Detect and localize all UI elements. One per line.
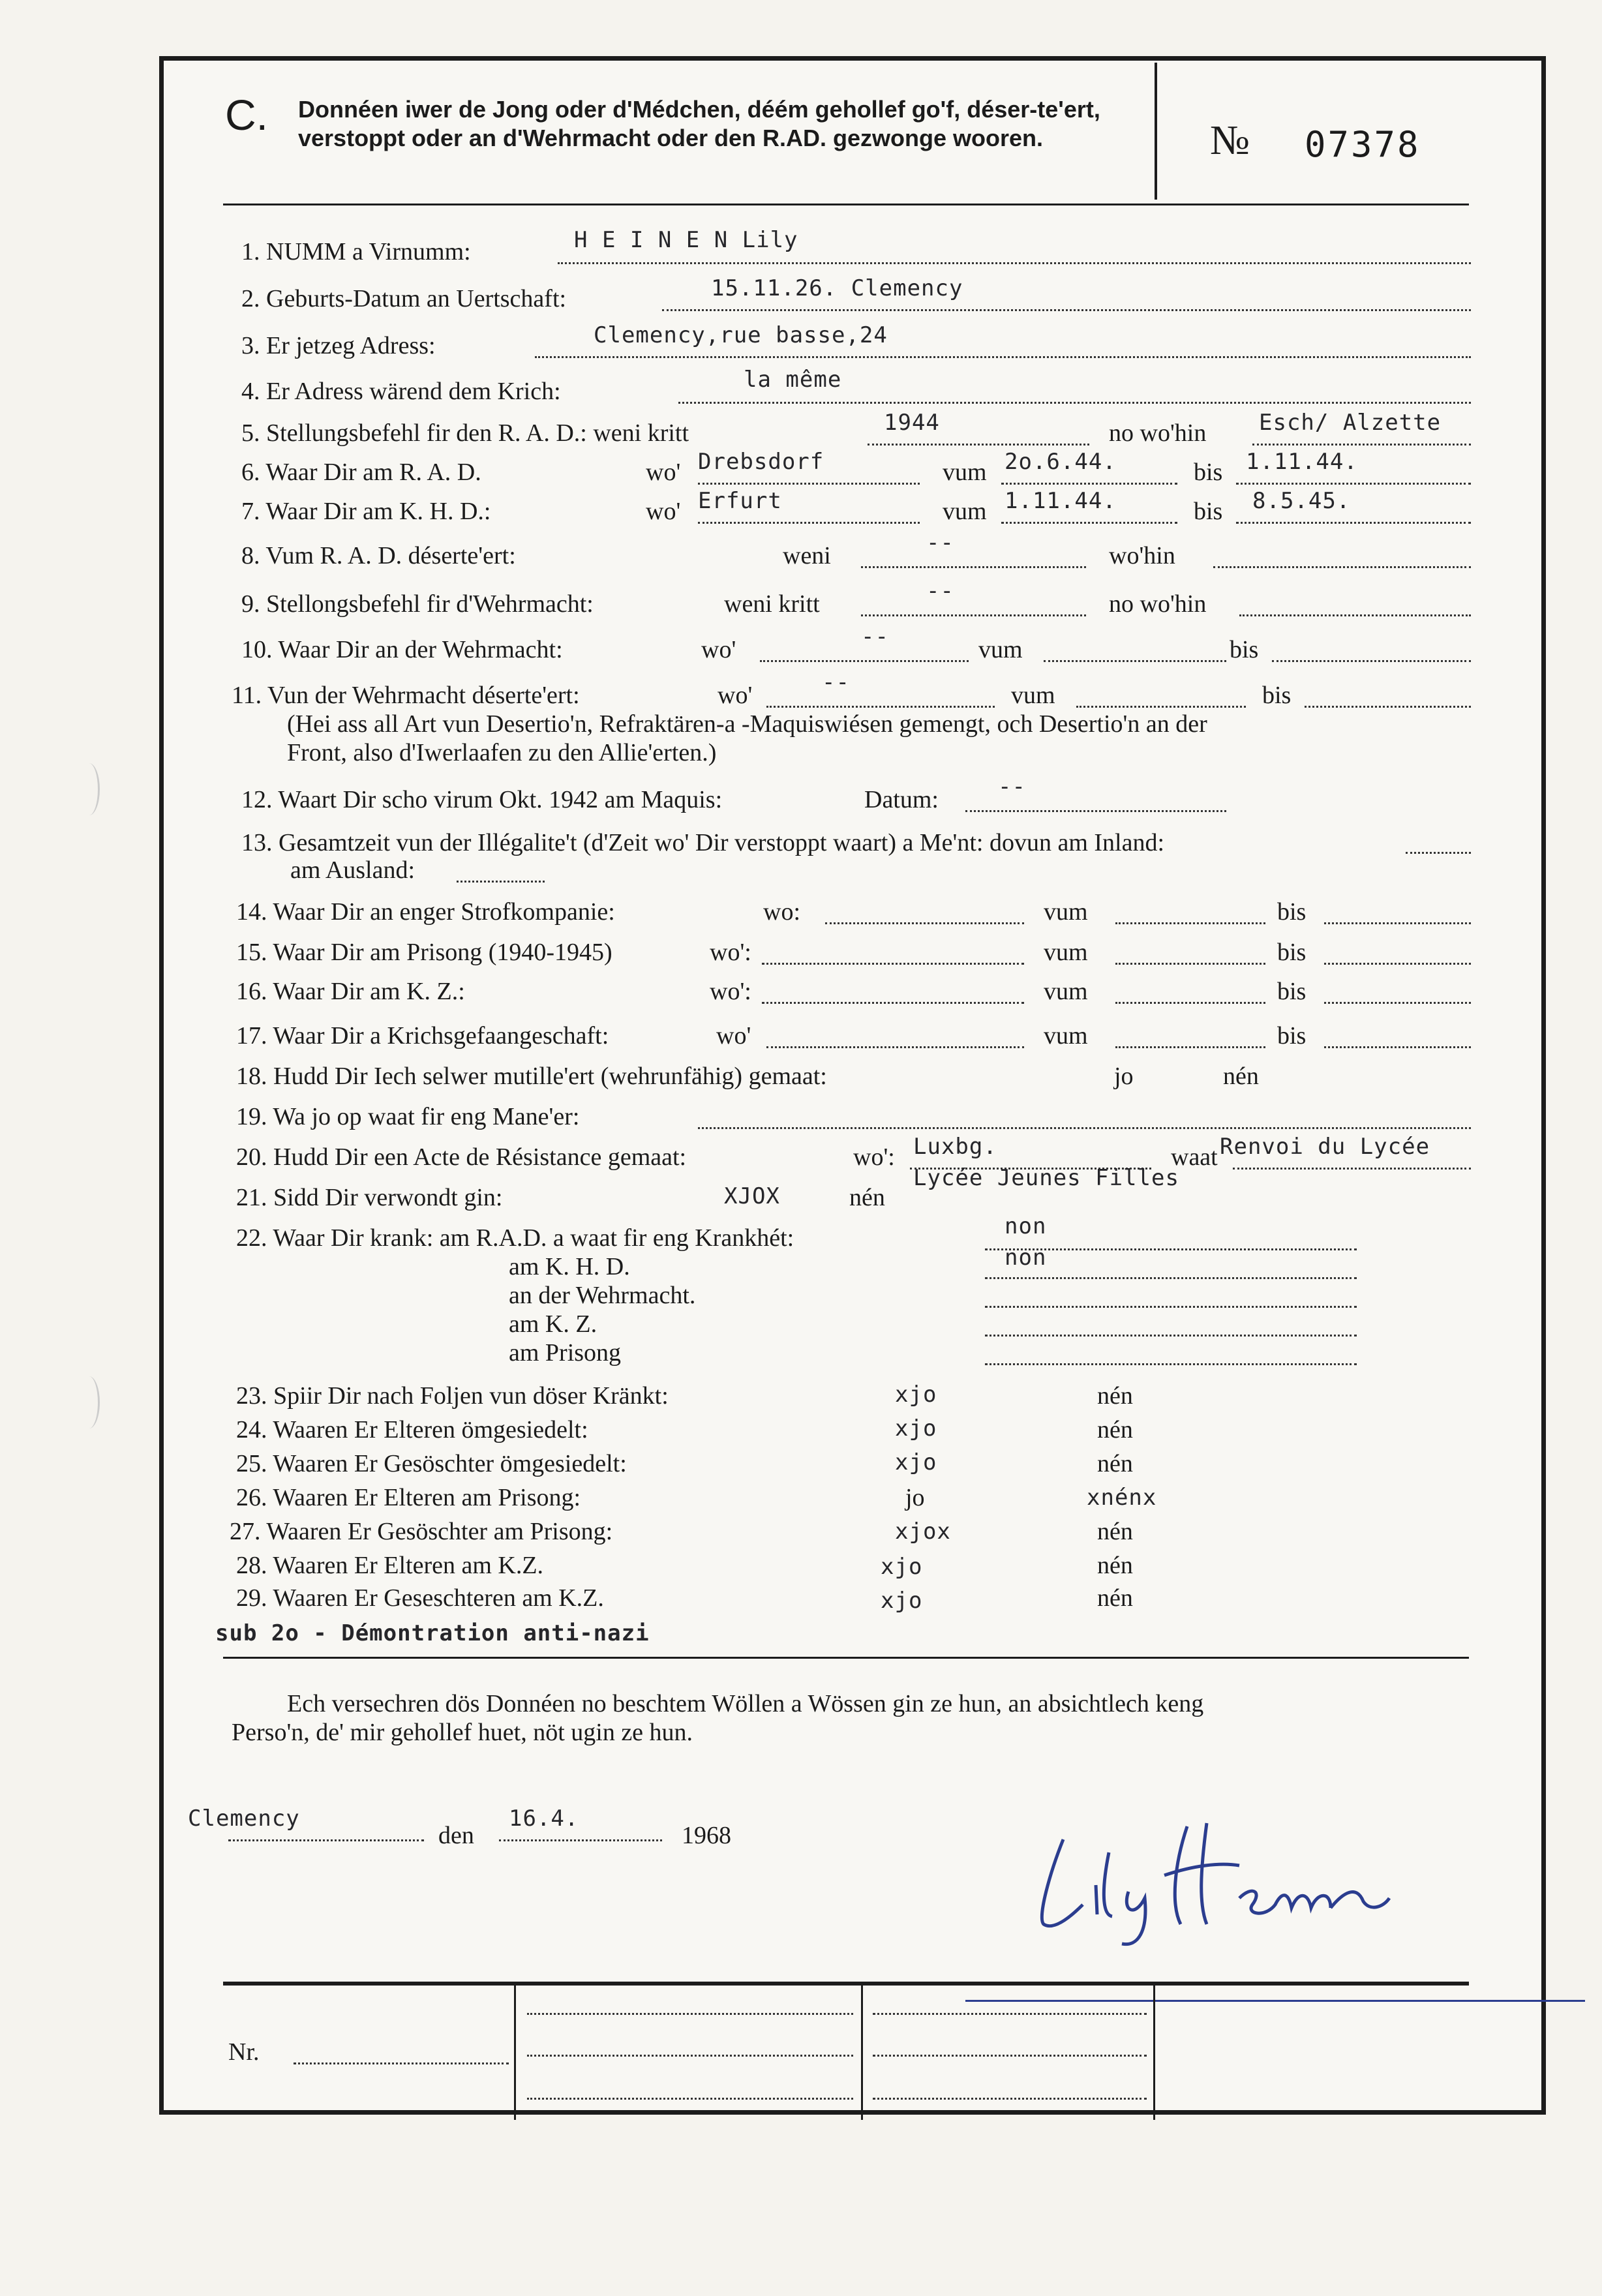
field-26-label: 26. Waaren Er Elteren am Prisong:	[236, 1484, 581, 1511]
field-10-vum: vum	[978, 636, 1023, 663]
field-13-ausland-line	[457, 881, 545, 883]
field-22-sub-4-line	[985, 1363, 1357, 1365]
field-5-label2: no wo'hin	[1109, 419, 1207, 447]
number-sign: №	[1210, 117, 1250, 163]
field-6-vum-value: 2o.6.44.	[1005, 449, 1117, 475]
header-number-divider	[1155, 63, 1157, 200]
declaration-line-2: Perso'n, de' mir gehollef huet, nöt ugin ze hun.	[232, 1719, 693, 1746]
remark-text: sub 2o - Démontration anti-nazi	[215, 1620, 650, 1646]
field-4-line	[678, 402, 1471, 404]
field-12-line	[965, 810, 1226, 812]
field-14-line	[825, 922, 1024, 924]
field-21-label: 21. Sidd Dir verwondt gin:	[236, 1184, 503, 1211]
field-11-wo: wo'	[718, 682, 753, 709]
field-17-vum-line	[1115, 1046, 1265, 1048]
field-22-sub-2: an der Wehrmacht.	[509, 1282, 696, 1309]
field-3-label: 3. Er jetzeg Adress:	[241, 332, 436, 359]
field-6-value: Drebsdorf	[698, 449, 824, 475]
field-22-sub-3-line	[985, 1335, 1357, 1337]
field-24-label: 24. Waaren Er Elteren ömgesiedelt:	[236, 1416, 588, 1443]
field-16-label: 16. Waar Dir am K. Z.:	[236, 978, 465, 1005]
field-22-label: 22. Waar Dir krank: am R.A.D. a waat fir eng Krankhét:	[236, 1224, 794, 1252]
field-17-label: 17. Waar Dir a Krichsgefaangeschaft:	[236, 1022, 609, 1050]
field-10-bis-line	[1272, 660, 1471, 662]
field-7-line	[698, 522, 920, 524]
field-28-nen: nén	[1097, 1552, 1133, 1579]
declaration-line-1: Ech versechren dös Donnéen no beschtem Wöllen a Wössen gin ze hun, an absichtlech keng	[287, 1690, 1204, 1717]
signature-den: den	[438, 1822, 474, 1849]
field-14-bis-line	[1324, 922, 1471, 924]
field-17-bis: bis	[1277, 1022, 1307, 1050]
field-3-line	[535, 356, 1471, 358]
field-15-bis: bis	[1277, 939, 1307, 966]
field-6-vum: vum	[943, 459, 987, 486]
field-4-label: 4. Er Adress wärend dem Krich:	[241, 378, 561, 405]
field-13-line-1: 13. Gesamtzeit vun der Illégalite't (d'Zeit wo' Dir verstoppt waart) a Me'nt: dovun am Inland:	[241, 829, 1165, 856]
field-6-line	[698, 483, 920, 485]
field-1-line	[558, 262, 1471, 264]
field-16-line	[762, 1002, 1024, 1004]
field-15-wo: wo':	[710, 939, 751, 966]
field-11-vum-line	[1076, 706, 1246, 708]
field-6-bis-value: 1.11.44.	[1246, 449, 1358, 475]
field-12-datum: Datum:	[864, 786, 939, 813]
field-6-bis: bis	[1194, 459, 1223, 486]
field-17-line	[766, 1046, 1024, 1048]
field-10-label: 10. Waar Dir an der Wehrmacht:	[241, 636, 563, 663]
field-23-label: 23. Spiir Dir nach Foljen vun döser Kränkt:	[236, 1382, 669, 1410]
field-17-vum: vum	[1044, 1022, 1088, 1050]
field-11-bis: bis	[1262, 682, 1292, 709]
field-11-label: 11. Vun der Wehrmacht déserte'ert:	[232, 682, 580, 709]
field-11-note-1: (Hei ass all Art vun Desertio'n, Refraktären-a -Maquiswiésen gemengt, och Desertio'n an der	[287, 710, 1207, 738]
field-16-bis: bis	[1277, 978, 1307, 1005]
signature-underline	[965, 2000, 1585, 2002]
signature-place: Clemency	[188, 1805, 300, 1832]
field-28-value: xjo	[881, 1554, 923, 1580]
field-8-line	[861, 566, 1086, 568]
field-5-line	[868, 444, 1089, 446]
field-20-wo: wo':	[853, 1143, 895, 1171]
field-8-weni: weni	[783, 542, 831, 569]
field-28-label: 28. Waaren Er Elteren am K.Z.	[236, 1552, 544, 1579]
field-14-vum: vum	[1044, 898, 1088, 926]
field-14-vum-line	[1115, 922, 1265, 924]
field-22-sub-3: am K. Z.	[509, 1310, 597, 1338]
field-14-wo: wo:	[763, 898, 800, 926]
field-29-value: xjo	[881, 1588, 923, 1614]
field-25-nen: nén	[1097, 1450, 1133, 1477]
field-7-value: Erfurt	[698, 488, 782, 514]
field-27-nen: nén	[1097, 1518, 1133, 1545]
header-intro-text: Donnéen iwer de Jong oder d'Médchen, déém gehollef go'f, déser-te'ert, verstoppt oder an d'Wehrmacht oder den R.AD. gezwonge wooren.	[298, 96, 1100, 151]
field-15-label: 15. Waar Dir am Prisong (1940-1945)	[236, 939, 612, 966]
remark-divider	[223, 1657, 1469, 1659]
field-8-line2	[1213, 566, 1471, 568]
field-7-bis: bis	[1194, 498, 1223, 525]
field-6-label: 6. Waar Dir am R. A. D.	[241, 459, 481, 486]
field-7-vum-line	[1001, 522, 1177, 524]
field-18-jo: jo	[1114, 1063, 1134, 1090]
field-15-bis-line	[1324, 963, 1471, 965]
form-number: 07378	[1305, 124, 1421, 165]
field-14-label: 14. Waar Dir an enger Strofkompanie:	[236, 898, 615, 926]
field-2-line	[662, 309, 1471, 311]
field-22-sub-1: am K. H. D.	[509, 1253, 630, 1280]
field-24-value: xjo	[895, 1415, 937, 1442]
footer-line-a1	[527, 2013, 853, 2015]
field-7-bis-value: 8.5.45.	[1252, 488, 1351, 514]
field-17-bis-line	[1324, 1046, 1471, 1048]
field-10-bis: bis	[1230, 636, 1259, 663]
field-23-value: xjo	[895, 1382, 937, 1408]
field-21-nen: nén	[849, 1184, 885, 1211]
footer-table-divider-1	[514, 1983, 516, 2120]
field-10-value: --	[861, 624, 889, 650]
punch-hole-upper	[78, 763, 100, 815]
footer-line-a3	[527, 2098, 853, 2100]
footer-line-a2	[527, 2055, 853, 2057]
field-11-vum: vum	[1011, 682, 1055, 709]
field-16-bis-line	[1324, 1002, 1471, 1004]
field-13-inland-line	[1406, 852, 1471, 854]
field-2-value: 15.11.26. Clemency	[711, 275, 963, 301]
signature-date: 16.4.	[509, 1805, 579, 1832]
field-9-weni: weni kritt	[724, 590, 820, 618]
field-15-line	[762, 963, 1024, 965]
field-8-label2: wo'hin	[1109, 542, 1175, 569]
signature-date-line	[499, 1839, 662, 1841]
field-20-value3: Lycée Jeunes Filles	[913, 1165, 1179, 1191]
footer-nr-label: Nr.	[228, 2038, 260, 2066]
field-22-sub-1-value: non	[1005, 1245, 1047, 1271]
field-1-label: 1. NUMM a Virnumm:	[241, 238, 471, 265]
footer-table-divider-2	[861, 1983, 863, 2120]
field-29-label: 29. Waaren Er Geseschteren am K.Z.	[236, 1584, 604, 1612]
field-25-label: 25. Waaren Er Gesöschter ömgesiedelt:	[236, 1450, 627, 1477]
field-7-wo: wo'	[646, 498, 681, 525]
field-23-nen: nén	[1097, 1382, 1133, 1410]
field-10-wo: wo'	[701, 636, 736, 663]
field-16-wo: wo':	[710, 978, 751, 1005]
field-6-bis-line	[1236, 483, 1471, 485]
field-22-sub-4: am Prisong	[509, 1339, 622, 1367]
field-8-label: 8. Vum R. A. D. déserte'ert:	[241, 542, 516, 569]
field-15-vum: vum	[1044, 939, 1088, 966]
footer-line-b1	[873, 2013, 1147, 2015]
field-25-value: xjo	[895, 1449, 937, 1475]
field-7-vum-value: 1.11.44.	[1005, 488, 1117, 514]
field-3-value: Clemency,rue basse,24	[594, 322, 888, 348]
field-20-value2: Renvoi du Lycée	[1220, 1134, 1430, 1160]
field-10-vum-line	[1044, 660, 1226, 662]
field-14-bis: bis	[1277, 898, 1307, 926]
field-19-line	[698, 1127, 1471, 1129]
field-18-label: 18. Hudd Dir Iech selwer mutille'ert (wehrunfähig) gemaat:	[236, 1063, 827, 1090]
field-22-sub-1-line	[985, 1277, 1357, 1279]
footer-table-top	[223, 1982, 1469, 1986]
field-19-label: 19. Wa jo op waat fir eng Mane'er:	[236, 1103, 580, 1130]
field-15-vum-line	[1115, 963, 1265, 965]
field-22-sub-2-line	[985, 1306, 1357, 1308]
field-9-line	[861, 614, 1086, 616]
footer-line-b3	[873, 2098, 1147, 2100]
field-6-vum-line	[1001, 483, 1177, 485]
field-8-value: --	[926, 530, 954, 556]
field-20-value: Luxbg.	[913, 1134, 997, 1160]
field-1-value: H E I N E N Lily	[574, 227, 798, 253]
field-5-line2	[1252, 444, 1471, 446]
field-22-value: non	[1005, 1213, 1047, 1239]
field-29-nen: nén	[1097, 1584, 1133, 1612]
field-11-line	[766, 706, 995, 708]
section-letter: C.	[225, 91, 268, 139]
field-24-nen: nén	[1097, 1416, 1133, 1443]
field-4-value: la même	[744, 367, 842, 393]
field-5-value: 1944	[884, 410, 940, 436]
header-divider	[223, 204, 1469, 205]
field-9-label2: no wo'hin	[1109, 590, 1207, 618]
field-27-label: 27. Waaren Er Gesöschter am Prisong:	[230, 1518, 613, 1545]
field-13-line-2: am Ausland:	[290, 856, 416, 884]
field-12-label: 12. Waart Dir scho virum Okt. 1942 am Maquis:	[241, 786, 723, 813]
field-7-bis-line	[1236, 522, 1471, 524]
field-16-vum-line	[1115, 1002, 1265, 1004]
field-12-value: --	[998, 774, 1026, 800]
field-20-waat: waat	[1171, 1143, 1218, 1171]
field-11-bis-line	[1305, 706, 1471, 708]
field-20-label: 20. Hudd Dir een Acte de Résistance gemaat:	[236, 1143, 687, 1171]
footer-table-divider-3	[1153, 1983, 1155, 2120]
field-9-label: 9. Stellongsbefehl fir d'Wehrmacht:	[241, 590, 594, 618]
field-2-label: 2. Geburts-Datum an Uertschaft:	[241, 285, 567, 312]
field-11-value: --	[822, 669, 850, 695]
field-10-line	[760, 660, 969, 662]
field-16-vum: vum	[1044, 978, 1088, 1005]
field-17-wo: wo'	[716, 1022, 751, 1050]
field-26-value: xnénx	[1087, 1485, 1157, 1511]
handwritten-signature	[1024, 1794, 1494, 1950]
field-9-line2	[1239, 614, 1471, 616]
footer-line-b2	[873, 2055, 1147, 2057]
field-5-value2: Esch/ Alzette	[1259, 410, 1442, 436]
punch-hole-lower	[78, 1376, 100, 1428]
field-9-value: --	[926, 578, 954, 604]
signature-year: 1968	[682, 1822, 731, 1849]
field-27-value: xjox	[895, 1518, 951, 1545]
field-20-line2	[1233, 1168, 1471, 1170]
field-7-label: 7. Waar Dir am K. H. D.:	[241, 498, 491, 525]
field-26-jo: jo	[905, 1484, 925, 1511]
field-21-value: XJOX	[724, 1183, 780, 1209]
footer-nr-line	[294, 2062, 509, 2064]
field-6-wo: wo'	[646, 459, 681, 486]
field-5-label: 5. Stellungsbefehl fir den R. A. D.: weni kritt	[241, 419, 689, 447]
signature-place-line	[228, 1839, 424, 1841]
field-11-note-2: Front, also d'Iwerlaafen zu den Allie'erten.)	[287, 739, 717, 766]
field-7-vum: vum	[943, 498, 987, 525]
field-18-nen: nén	[1223, 1063, 1259, 1090]
